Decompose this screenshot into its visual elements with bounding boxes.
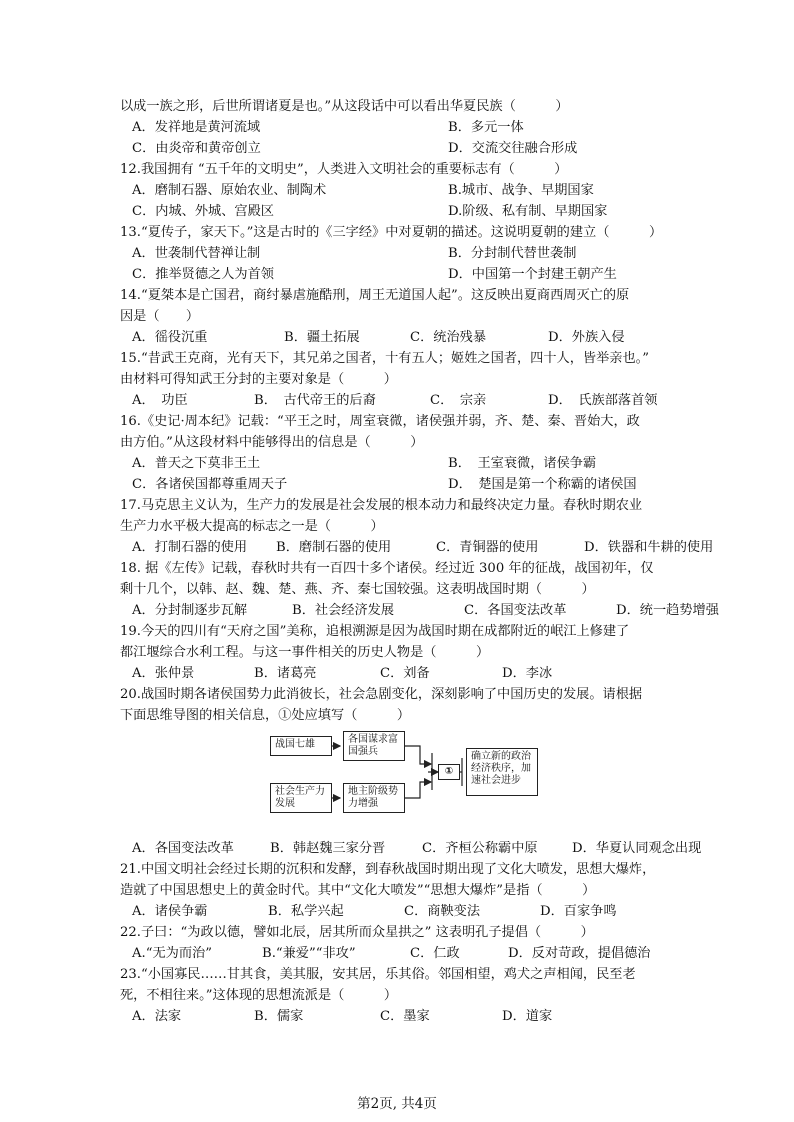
q22-options — [120, 943, 680, 964]
q14-options — [120, 327, 680, 348]
q13-stem: 13.“夏传子，家天下。”这是古时的《三字经》中对夏朝的描述。这说明夏朝的建立（ ） — [120, 225, 663, 240]
mind-map-diagram — [120, 726, 680, 838]
q11-option-a[interactable]: A．发祥地是黄河流域 — [132, 120, 261, 135]
q21-option-c[interactable]: C．商鞅变法 — [404, 904, 481, 919]
q17-option-b[interactable]: B．磨制石器的使用 — [276, 540, 392, 555]
q20-option-b[interactable]: B．韩赵魏三家分晋 — [270, 841, 386, 856]
q19-option-c[interactable]: C．刘备 — [380, 666, 430, 681]
q18-stem-line-2: 剩十几个，以韩、赵、魏、楚、燕、齐、秦七国较强。这表明战国时期（ ） — [120, 582, 595, 597]
diagram-box-wealth: 各国谋求富国强兵 — [343, 731, 405, 761]
q23-option-a[interactable]: A．法家 — [132, 1009, 182, 1024]
q20-option-d[interactable]: D．华夏认同观念出现 — [572, 841, 702, 856]
q15-stem-line-1: 15.“昔武王克商，光有天下，其兄弟之国者，十有五人；姬姓之国者，四十人，皆举亲也。” — [120, 351, 649, 366]
q11-stem: 以成一族之形，后世所谓诸夏是也。”从这段话中可以看出华夏民族（ ） — [120, 99, 569, 114]
q14-option-a[interactable]: A．徭役沉重 — [132, 330, 208, 345]
q11-option-d[interactable]: D．交流交往融合形成 — [448, 141, 578, 156]
q11-option-b[interactable]: B．多元一体 — [448, 120, 524, 135]
q14-option-c[interactable]: C．统治残暴 — [410, 330, 487, 345]
q23-option-c[interactable]: C．墨家 — [380, 1009, 430, 1024]
page-number: 第2页, 共4页 — [357, 1096, 437, 1112]
q14-option-b[interactable]: B．疆土拓展 — [284, 330, 360, 345]
diagram-box-result: 确立新的政治经济秩序，加速社会进步 — [466, 748, 538, 796]
q17-stem-line-2: 生产力水平极大提高的标志之一是（ ） — [120, 519, 384, 534]
q16-option-b[interactable]: B． 王室衰微，诸侯争霸 — [448, 456, 597, 471]
arrow-4 — [405, 782, 431, 798]
q14-option-d[interactable]: D．外族入侵 — [548, 330, 625, 345]
q19-option-a[interactable]: A．张仲景 — [132, 666, 195, 681]
q13-options — [120, 264, 680, 285]
q18-options — [120, 600, 719, 621]
q15-stem-line-2: 由材料可得知武王分封的主要对象是（ ） — [120, 372, 397, 387]
q13-options — [120, 243, 680, 264]
q17-options — [120, 537, 714, 558]
q16-option-c[interactable]: C．各诸侯国都尊重周天子 — [132, 477, 288, 492]
q13-option-a[interactable]: A．世袭制代替禅让制 — [132, 246, 261, 261]
q22-option-d[interactable]: D．反对苛政，提倡德治 — [508, 946, 651, 961]
q15-options — [120, 390, 680, 411]
q21-option-b[interactable]: B．私学兴起 — [268, 904, 344, 919]
q15-option-b[interactable]: B． 古代帝王的后裔 — [254, 393, 376, 408]
q22-option-c[interactable]: C．仁政 — [410, 946, 460, 961]
q12-option-a[interactable]: A．磨制石器、原始农业、制陶术 — [132, 183, 327, 198]
q20-options — [120, 838, 702, 859]
q16-stem-line-1: 16.《史记·周本纪》记载：“平王之时，周室衰微，诸侯强并弱，齐、楚、秦、晋始大，政 — [120, 414, 640, 429]
q17-stem-line-1: 17.马克思主义认为，生产力的发展是社会发展的根本动力和最终决定力量。春秋时期农业 — [120, 498, 643, 513]
q13-option-d[interactable]: D．中国第一个封建王朝产生 — [448, 267, 617, 282]
q20-option-c[interactable]: C．齐桓公称霸中原 — [422, 841, 538, 856]
q23-option-b[interactable]: B．儒家 — [254, 1009, 304, 1024]
q16-options — [120, 453, 680, 474]
question-list — [120, 96, 719, 1027]
q13-option-b[interactable]: B．分封制代替世袭制 — [448, 246, 577, 261]
q18-option-b[interactable]: B．社会经济发展 — [292, 603, 395, 618]
q15-option-c[interactable]: C． 宗亲 — [430, 393, 487, 408]
q23-options — [120, 1006, 680, 1027]
q17-option-c[interactable]: C．青铜器的使用 — [436, 540, 539, 555]
q12-option-d[interactable]: D.阶级、私有制、早期国家 — [448, 204, 608, 219]
q19-option-d[interactable]: D．李冰 — [502, 666, 553, 681]
diagram-box-productivity: 社会生产力发展 — [270, 783, 332, 813]
q12-options — [120, 180, 680, 201]
q22-stem: 22.子曰：“为政以德，譬如北辰，居其所而众星拱之” 这表明孔子提倡（ ） — [120, 925, 594, 940]
q14-stem-line-2: 因是（ ） — [120, 309, 200, 324]
q15-option-d[interactable]: D． 氏族部落首领 — [548, 393, 658, 408]
q21-stem-line-1: 21.中国文明社会经过长期的沉积和发酵，到春秋战国时期出现了文化大喷发，思想大爆炸， — [120, 862, 656, 877]
q15-option-a[interactable]: A． 功臣 — [132, 393, 188, 408]
q18-option-c[interactable]: C．各国变法改革 — [464, 603, 567, 618]
q17-option-a[interactable]: A．打制石器的使用 — [132, 540, 248, 555]
q19-option-b[interactable]: B．诸葛亮 — [254, 666, 317, 681]
q11-options — [120, 138, 680, 159]
q19-options — [120, 663, 680, 684]
q21-stem-line-2: 造就了中国思想史上的黄金时代。其中“文化大喷发”“思想大爆炸”是指（ ） — [120, 883, 596, 898]
diagram-box-landlord: 地主阶级势力增强 — [343, 783, 405, 813]
q12-stem: 12.我国拥有 “五千年的文明史”，人类进入文明社会的重要标志有（ ） — [120, 162, 568, 177]
q12-options — [120, 201, 680, 222]
q12-option-b[interactable]: B.城市、战争、早期国家 — [448, 183, 594, 198]
q22-option-a[interactable]: A.“无为而治” — [132, 946, 212, 961]
q19-stem-line-1: 19.今天的四川有“天府之国”美称，追根溯源是因为战国时期在成都附近的岷江上修建了 — [120, 624, 630, 639]
q21-options — [120, 901, 680, 922]
q20-option-a[interactable]: A．各国变法改革 — [132, 841, 234, 856]
q16-options — [120, 474, 680, 495]
q17-option-d[interactable]: D．铁器和牛耕的使用 — [584, 540, 714, 555]
q16-option-d[interactable]: D． 楚国是第一个称霸的诸侯国 — [448, 477, 637, 492]
q21-option-a[interactable]: A．诸侯争霸 — [132, 904, 208, 919]
q16-stem-line-2: 由方伯。”从这段材料中能够得出的信息是（ ） — [120, 435, 424, 450]
q22-option-b[interactable]: B.“兼爱”“非攻” — [262, 946, 356, 961]
arrow-3 — [405, 746, 431, 764]
diagram-box-seven-states: 战国七雄 — [270, 736, 332, 756]
q12-option-c[interactable]: C．内城、外城、宫殿区 — [132, 204, 274, 219]
q14-stem-line-1: 14.“夏桀本是亡国君，商纣暴虐施酷刑，周王无道国人起”。这反映出夏商西周灭亡的原 — [120, 288, 630, 303]
q23-stem-line-2: 死，不相往来。”这体现的思想流派是（ ） — [120, 988, 398, 1003]
q23-stem-line-1: 23.“小国寡民……甘其食，美其服，安其居，乐其俗。邻国相望，鸡犬之声相闻，民至老 — [120, 967, 636, 982]
q16-option-a[interactable]: A．普天之下莫非王土 — [132, 456, 261, 471]
q20-stem-line-2: 下面思维导图的相关信息，①处应填写（ ） — [120, 708, 411, 723]
q21-option-d[interactable]: D．百家争鸣 — [540, 904, 617, 919]
q18-option-d[interactable]: D．统一趋势增强 — [616, 603, 719, 618]
q11-options — [120, 117, 680, 138]
q11-option-c[interactable]: C．由炎帝和黄帝创立 — [132, 141, 261, 156]
q23-option-d[interactable]: D．道家 — [502, 1009, 553, 1024]
q18-stem-line-1: 18. 据《左传》记载，春秋时共有一百四十多个诸侯。经过近 300 年的征战，战国初年，仅 — [120, 561, 654, 576]
q13-option-c[interactable]: C．推举贤德之人为首领 — [132, 267, 274, 282]
q20-stem-line-1: 20.战国时期各诸侯国势力此消彼长，社会急剧变化，深刻影响了中国历史的发展。请根据 — [120, 687, 643, 702]
diagram-blank-one: ① — [438, 764, 460, 780]
q18-option-a[interactable]: A．分封制逐步瓦解 — [132, 603, 248, 618]
q19-stem-line-2: 都江堰综合水利工程。与这一事件相关的历史人物是（ ） — [120, 645, 490, 660]
